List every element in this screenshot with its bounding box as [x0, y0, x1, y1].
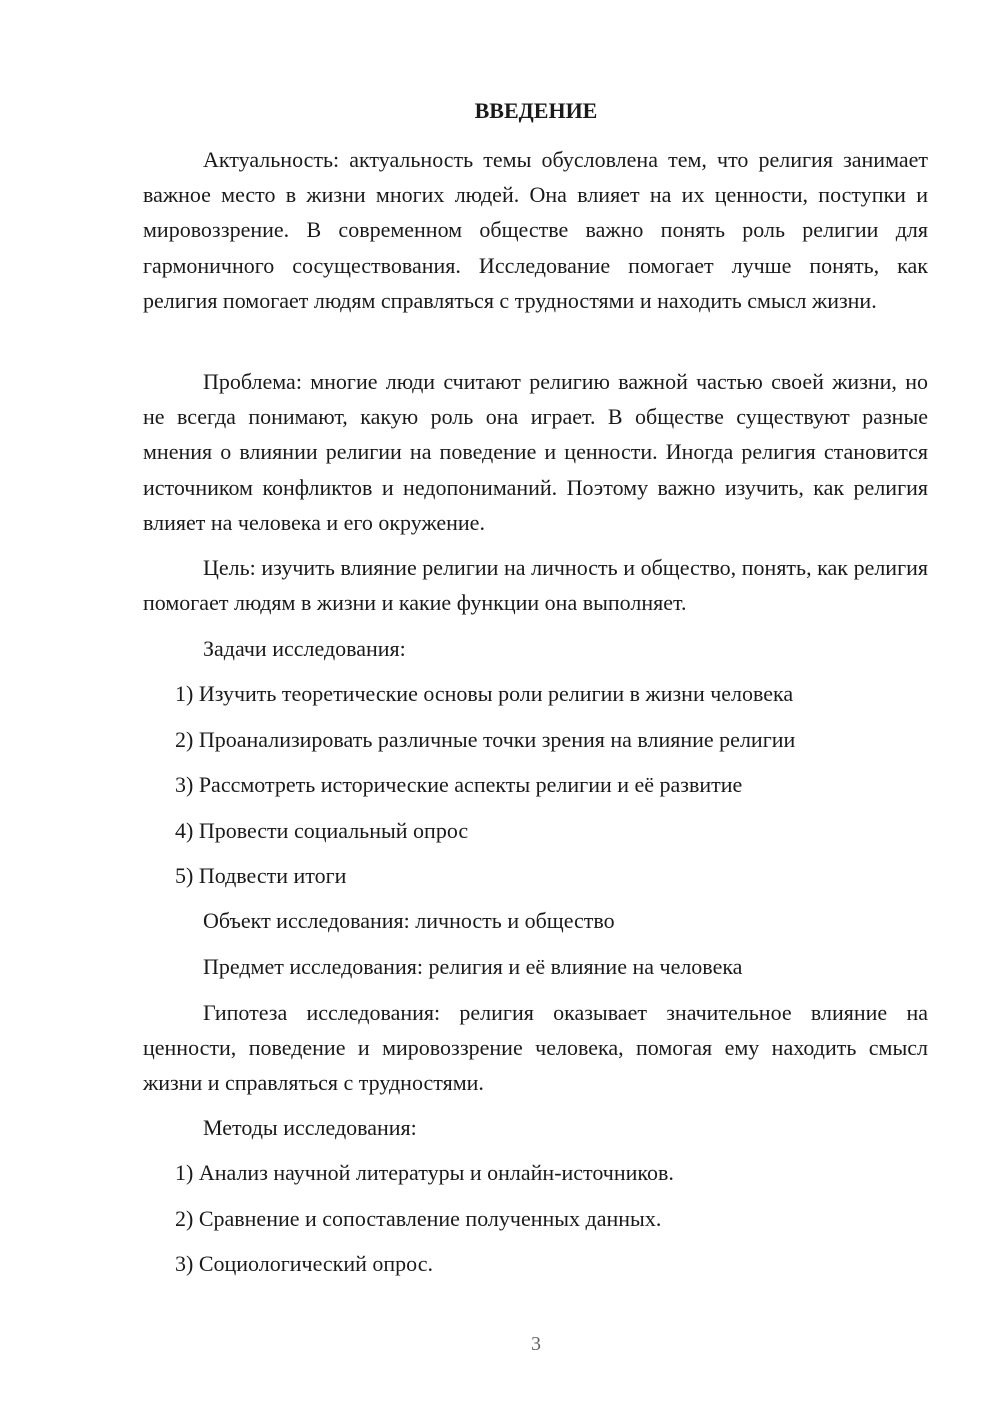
research-subject: Предмет исследования: религия и её влияние на человека [203, 954, 743, 979]
page-title: ВВЕДЕНИЕ [474, 98, 598, 123]
task-item-4: 4) Провести социальный опрос [175, 818, 469, 843]
hypothesis-paragraph: Гипотеза исследования: религия оказывает значительное влияние на ценности, поведение и мировоззрение человека, помогая ему находить смысл жизни и справляться с трудностями. [143, 1000, 928, 1096]
method-item-3: 3) Социологический опрос. [175, 1251, 433, 1276]
problem-paragraph: Проблема: многие люди считают религию важной частью своей жизни, но не всегда понимают, какую роль она играет. В обществе существуют разные мнения о влиянии религии на поведение и ценности. Иногда религия становится источником конфликтов и недопониманий. Поэтому важно изучить, как религия влияет на человека и его окружение. [143, 369, 928, 535]
method-item-2: 2) Сравнение и сопоставление полученных данных. [175, 1206, 662, 1231]
task-item-1: 1) Изучить теоретические основы роли религии в жизни человека [175, 681, 794, 706]
research-object: Объект исследования: личность и общество [203, 908, 615, 933]
task-item-5: 5) Подвести итоги [175, 863, 347, 888]
tasks-heading: Задачи исследования: [203, 636, 406, 661]
methods-heading: Методы исследования: [203, 1115, 417, 1140]
goal-paragraph: Цель: изучить влияние религии на личность и общество, понять, как религия помогает людям в жизни и какие функции она выполняет. [143, 555, 928, 616]
task-item-2: 2) Проанализировать различные точки зрения на влияние религии [175, 727, 796, 752]
relevance-paragraph: Актуальность: актуальность темы обусловлена тем, что религия занимает важное место в жизни многих людей. Она влияет на их ценности, поступки и мировоззрение. В современном обществе важно понять роль религии для гармоничного сосуществования. Исследование помогает лучше понять, как религия помогает людям справляться с трудностями и находить смысл жизни. [143, 147, 928, 313]
task-item-3: 3) Рассмотреть исторические аспекты религии и её развитие [175, 772, 743, 797]
method-item-1: 1) Анализ научной литературы и онлайн-источников. [175, 1160, 674, 1185]
page-number: 3 [531, 1333, 541, 1355]
